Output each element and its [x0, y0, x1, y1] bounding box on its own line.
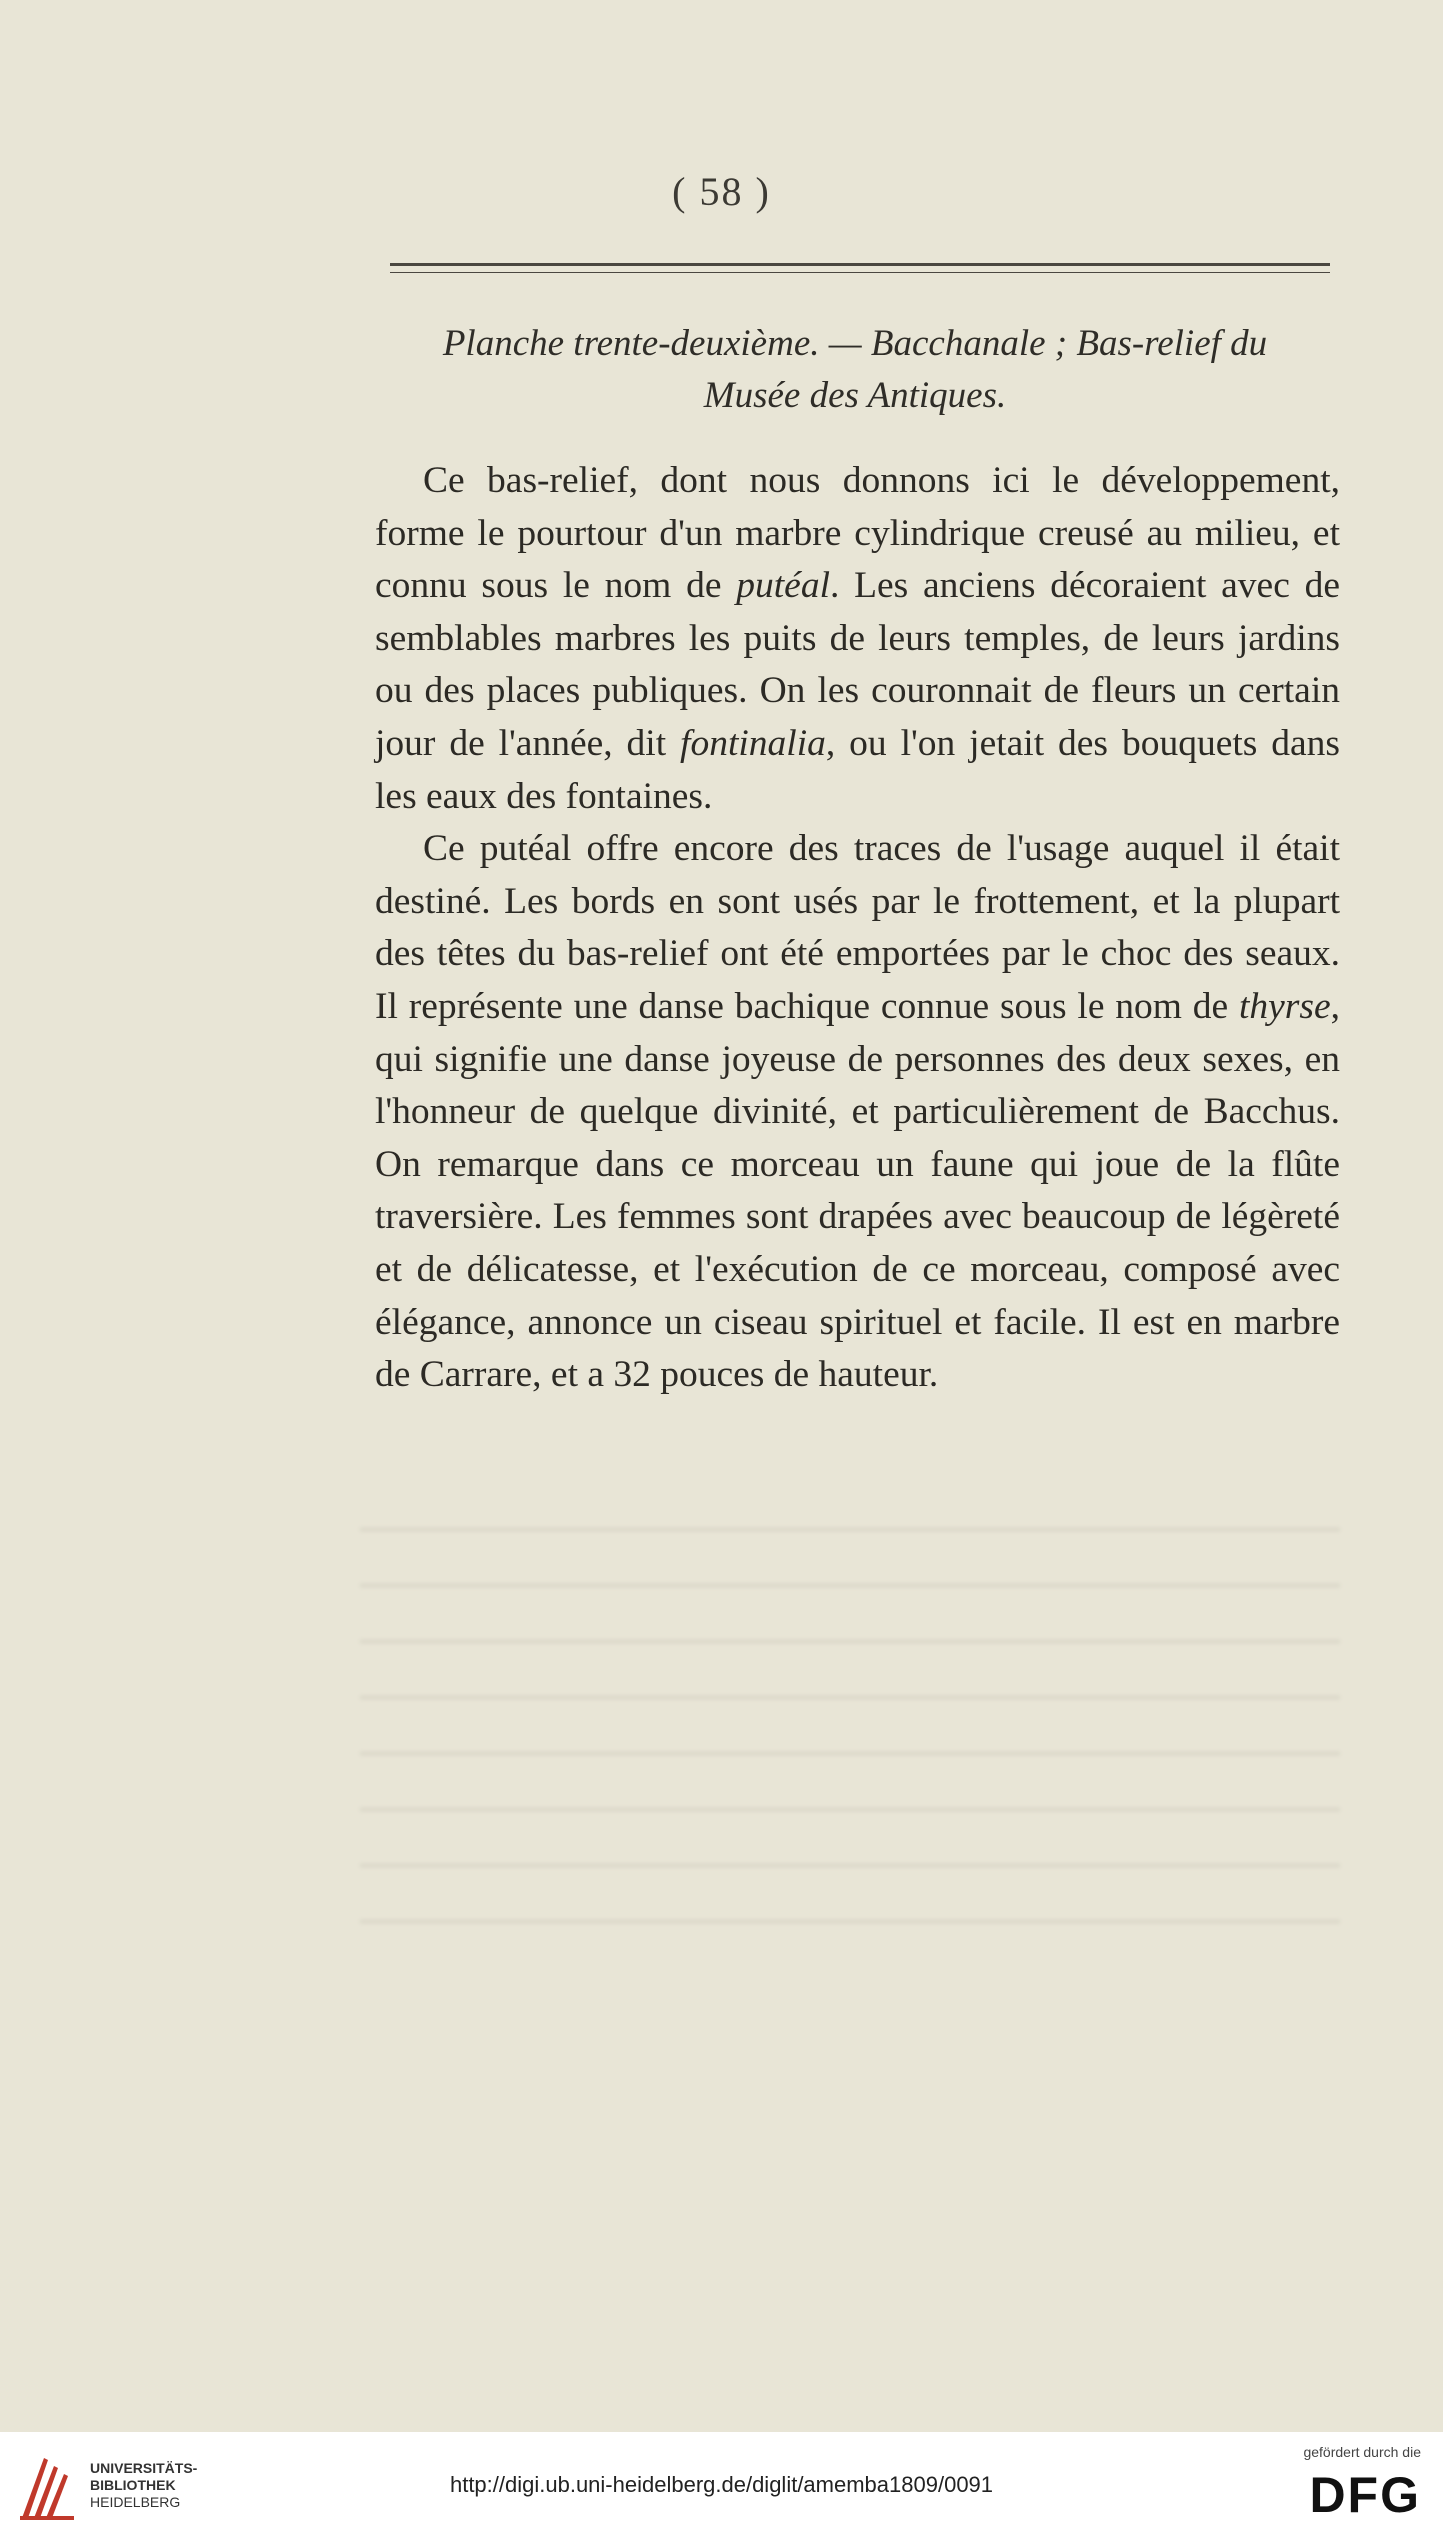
header-rule-thick: [390, 263, 1330, 266]
show-through-texture: [360, 1500, 1340, 1970]
caption-line-2: Musée des Antiques.: [703, 375, 1007, 416]
paragraph-1: Ce bas-relief, dont nous donnons ici le développement, forme le pourtour d'un marbre cylindrique creusé au milieu, et connu sous le nom de putéal. Les anciens décoraient avec de semblables marbres les puits de leurs temples, de leurs jardins ou des places publiques. On les couronnait de fleurs un certain jour de l'année, dit fontinalia, ou l'on jetait des bouquets dans les eaux des fontaines.: [375, 460, 1340, 817]
library-name: UNIVERSITÄTS- BIBLIOTHEK HEIDELBERG: [90, 2460, 198, 2510]
paragraph-2: Ce putéal offre encore des traces de l'usage auquel il était destiné. Les bords en sont usés par le frottement, et la plupart des têtes du bas-relief ont été emportées par le choc des seaux. Il représente une danse bachique connue sous le nom de thyrse, qui signifie une danse joyeuse de personnes des deux sexes, en l'honneur de quelque divinité, et particulièrement de Bacchus. On remarque dans ce morceau un faune qui joue de la flûte traversière. Les femmes sont drapées avec beaucoup de légèreté et de délicatesse, et l'exécution de ce morceau, composé avec élégance, annonce un ciseau spirituel et facile. Il est en marbre de Carrare, et a 32 pouces de hauteur.: [375, 828, 1340, 1396]
caption-line-1: Planche trente-deuxième. — Bacchanale ; Bas-relief du: [442, 323, 1268, 364]
term-thyrse: thyrse: [1238, 985, 1331, 1027]
plate-caption: [360, 318, 1350, 422]
body-text: [375, 455, 1340, 1402]
funded-by-label: gefördert durch die: [1303, 2444, 1421, 2460]
header-rule-thin: [390, 272, 1330, 273]
dfg-logo: DFG: [1309, 2467, 1421, 2523]
source-url-link[interactable]: http://digi.ub.uni-heidelberg.de/diglit/amemba1809/0091: [449, 2472, 994, 2497]
term-fontinalia: fontinalia: [680, 722, 826, 764]
footer-bar: [0, 2432, 1443, 2537]
page-number: ( 58 ): [672, 169, 771, 214]
term-puteal: putéal: [736, 565, 830, 607]
